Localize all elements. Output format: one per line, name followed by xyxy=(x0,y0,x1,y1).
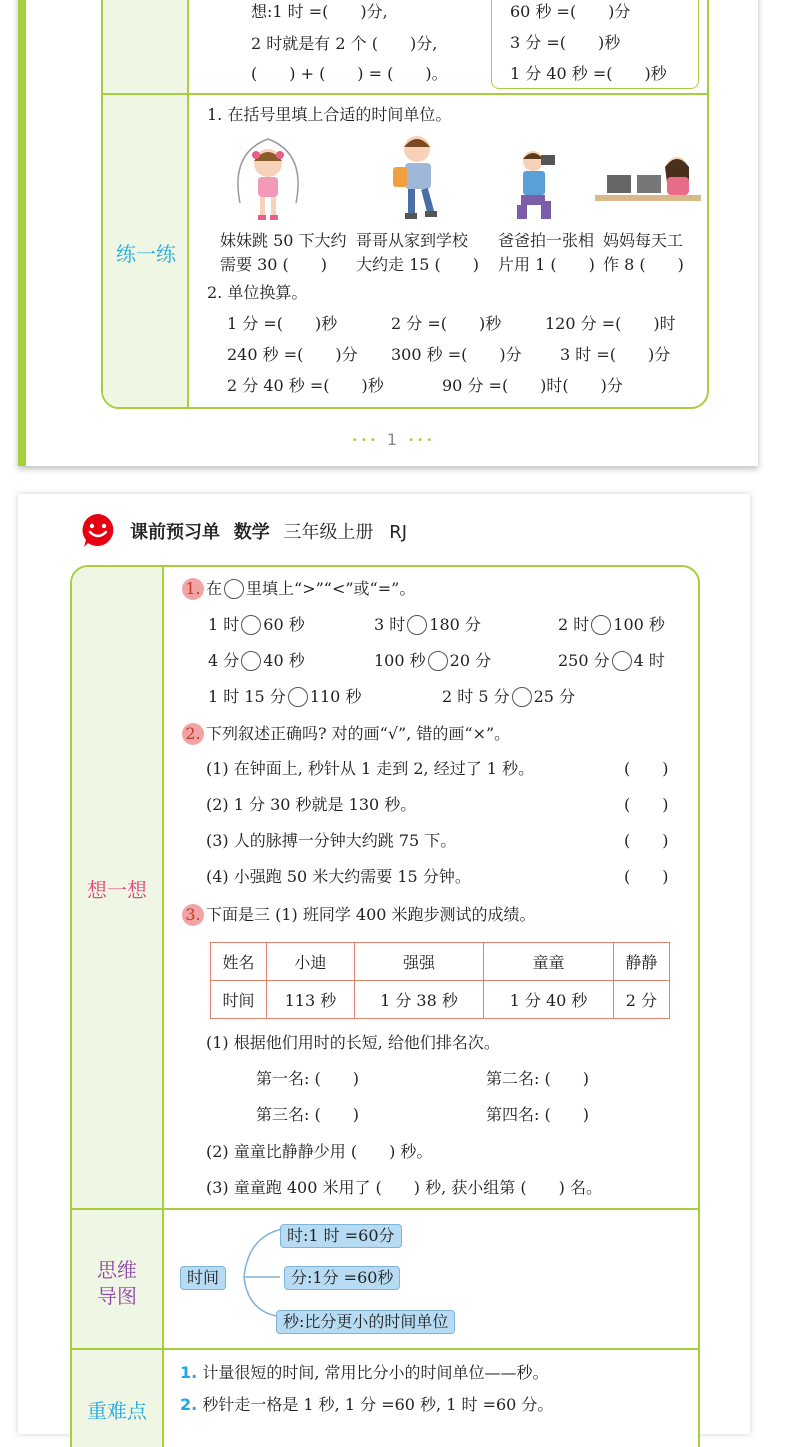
caption-3-line-1: 爸爸拍一张相 xyxy=(498,231,595,250)
girl-jump-rope-illustration xyxy=(228,133,308,225)
q1-text-b: 里填上“>”“<”或“=”。 xyxy=(246,579,416,598)
side-line-2: 3 分 =( )秒 xyxy=(510,33,621,52)
example-box xyxy=(101,0,709,95)
conversion-3-1: 2 分 40 秒 =( )秒 xyxy=(227,376,384,395)
q2-number: 2. xyxy=(182,723,204,745)
q2-item-3: (3) 人的脉搏一分钟大约跳 75 下。 xyxy=(206,831,457,850)
page-1 xyxy=(18,0,758,466)
boy-walking-illustration xyxy=(381,131,453,225)
table-cell: 姓名 xyxy=(211,943,267,981)
header-grade: 三年级上册 xyxy=(283,522,374,543)
table-cell: 2 分 xyxy=(613,981,669,1019)
q2-answer-blank-1[interactable]: ( ) xyxy=(624,759,669,778)
compare-item-7: 1 时 15 分 110 秒 xyxy=(208,687,362,706)
table-cell: 小迪 xyxy=(267,943,355,981)
table-cell: 静静 xyxy=(613,943,669,981)
q1-title: 1. 在括号里填上合适的时间单位。 xyxy=(207,105,452,124)
compare-item-8: 2 时 5 分 25 分 xyxy=(442,687,576,706)
mindmap-branch-minute: 分:1分 =60秒 xyxy=(284,1266,400,1290)
compare-item-6: 250 分 4 时 xyxy=(558,651,665,670)
divider-mindmap xyxy=(72,1208,698,1210)
q2-item-4: (4) 小强跑 50 米大约需要 15 分钟。 xyxy=(206,867,471,886)
conversion-1-2: 2 分 =( )秒 xyxy=(391,314,502,333)
header-title: 课前预习单 xyxy=(130,522,220,543)
header xyxy=(130,518,407,544)
table-cell: 113 秒 xyxy=(267,981,355,1019)
hint-line-3: ( ) + ( ) = ( )。 xyxy=(251,64,448,83)
key-point-2-number: 2. xyxy=(180,1395,198,1414)
q2-heading xyxy=(182,723,510,745)
header-subject: 数学 xyxy=(233,522,270,543)
q1-text-a: 在 xyxy=(206,579,223,598)
caption-4-line-1: 妈妈每天工 xyxy=(603,231,684,250)
mindmap-section-label-2: 导图 xyxy=(97,1284,137,1308)
compare-blank-circle[interactable] xyxy=(612,651,632,671)
table-header-row xyxy=(211,943,670,981)
think-section-label: 想一想 xyxy=(87,878,147,902)
compare-blank-circle[interactable] xyxy=(241,651,261,671)
compare-blank-circle[interactable] xyxy=(407,615,427,635)
table-cell: 1 分 40 秒 xyxy=(484,981,614,1019)
hint-line-1: 想:1 时 =( )分, xyxy=(251,2,388,21)
rank-1[interactable]: 第一名: ( ) xyxy=(256,1069,359,1088)
conversion-1-1: 1 分 =( )秒 xyxy=(227,314,338,333)
side-answer-box xyxy=(491,0,699,89)
page-number-row xyxy=(26,430,758,449)
caption-3-line-2: 片用 1 ( ) xyxy=(498,255,595,274)
divider-key xyxy=(72,1348,698,1350)
table-row xyxy=(211,981,670,1019)
mindmap-root: 时间 xyxy=(180,1266,226,1290)
header-edition: RJ xyxy=(389,522,408,543)
compare-blank-circle[interactable] xyxy=(512,687,532,707)
practice-box xyxy=(101,93,709,409)
caption-2-line-1: 哥哥从家到学校 xyxy=(356,231,469,250)
practice-left-column xyxy=(103,95,189,407)
key-point-1-text: 计量很短的时间, 常用比分小的时间单位——秒。 xyxy=(202,1363,549,1382)
compare-blank-circle[interactable] xyxy=(428,651,448,671)
q2-answer-blank-3[interactable]: ( ) xyxy=(624,831,669,850)
page-dots-left: • • • xyxy=(351,435,376,446)
q2-answer-blank-2[interactable]: ( ) xyxy=(624,795,669,814)
side-line-1: 60 秒 =( )分 xyxy=(510,2,631,21)
compare-item-1: 1 时 60 秒 xyxy=(208,615,305,634)
compare-blank-circle[interactable] xyxy=(241,615,261,635)
table-cell: 1 分 38 秒 xyxy=(354,981,484,1019)
q3-sub-2: (2) 童童比静静少用 ( ) 秒。 xyxy=(206,1142,433,1161)
q2-text: 下列叙述正确吗? 对的画“√”, 错的画“×”。 xyxy=(206,724,511,743)
compare-item-5: 100 秒 20 分 xyxy=(374,651,492,670)
q3-heading xyxy=(182,904,536,926)
main-box xyxy=(70,565,700,1447)
smiley-logo-icon xyxy=(80,512,116,548)
conversion-2-3: 3 时 =( )分 xyxy=(560,345,671,364)
compare-circle-icon xyxy=(224,579,244,599)
conversion-1-3: 120 分 =( )时 xyxy=(545,314,676,333)
table-cell: 强强 xyxy=(354,943,484,981)
rank-4[interactable]: 第四名: ( ) xyxy=(486,1105,589,1124)
page-dots-right: • • • xyxy=(408,435,433,446)
q2-title: 2. 单位换算。 xyxy=(207,283,308,302)
key-point-2-text: 秒针走一格是 1 秒, 1 分 =60 秒, 1 时 =60 分。 xyxy=(202,1395,554,1414)
conversion-2-1: 240 秒 =( )分 xyxy=(227,345,358,364)
main-left-column xyxy=(72,567,164,1447)
caption-1-line-2: 需要 30 ( ) xyxy=(220,255,328,274)
compare-item-3: 2 时 100 秒 xyxy=(558,615,665,634)
key-point-1-number: 1. xyxy=(180,1363,198,1382)
rank-3[interactable]: 第三名: ( ) xyxy=(256,1105,359,1124)
caption-2-line-2: 大约走 15 ( ) xyxy=(356,255,480,274)
q1-heading xyxy=(182,578,415,600)
caption-1-line-1: 妹妹跳 50 下大约 xyxy=(220,231,347,250)
q3-sub-1: (1) 根据他们用时的长短, 给他们排名次。 xyxy=(206,1033,500,1052)
key-section-label: 重难点 xyxy=(87,1399,147,1423)
key-point-2 xyxy=(180,1395,553,1415)
compare-item-4: 4 分 40 秒 xyxy=(208,651,305,670)
caption-4-line-2: 作 8 ( ) xyxy=(603,255,684,274)
mindmap-branch-hour: 时:1 时 =60分 xyxy=(280,1224,402,1248)
side-line-3: 1 分 40 秒 =( )秒 xyxy=(510,64,667,83)
page-2 xyxy=(18,494,750,1434)
q2-item-1: (1) 在钟面上, 秒针从 1 走到 2, 经过了 1 秒。 xyxy=(206,759,535,778)
scores-table xyxy=(210,942,670,1019)
example-left-column xyxy=(103,0,189,93)
mom-computer-illustration xyxy=(593,153,705,215)
compare-blank-circle[interactable] xyxy=(591,615,611,635)
q3-number: 3. xyxy=(182,904,204,926)
table-cell: 童童 xyxy=(484,943,614,981)
dad-camera-illustration xyxy=(511,145,573,225)
practice-section-label: 练一练 xyxy=(116,242,176,266)
compare-blank-circle[interactable] xyxy=(288,687,308,707)
mindmap-section-label-1: 思维 xyxy=(97,1258,137,1282)
table-cell: 时间 xyxy=(211,981,267,1019)
q1-number: 1. xyxy=(182,578,204,600)
page-number: 1 xyxy=(386,430,398,449)
hint-line-2: 2 时就是有 2 个 ( )分, xyxy=(251,34,438,53)
q3-text: 下面是三 (1) 班同学 400 米跑步测试的成绩。 xyxy=(206,905,536,924)
conversion-2-2: 300 秒 =( )分 xyxy=(391,345,522,364)
q2-answer-blank-4[interactable]: ( ) xyxy=(624,867,669,886)
key-point-1 xyxy=(180,1363,549,1383)
q3-sub-3: (3) 童童跑 400 米用了 ( ) 秒, 获小组第 ( ) 名。 xyxy=(206,1178,602,1197)
mindmap-branch-second: 秒:比分更小的时间单位 xyxy=(276,1310,455,1334)
compare-item-2: 3 时 180 分 xyxy=(374,615,481,634)
rank-2[interactable]: 第二名: ( ) xyxy=(486,1069,589,1088)
conversion-3-2: 90 分 =( )时( )分 xyxy=(442,376,623,395)
q2-item-2: (2) 1 分 30 秒就是 130 秒。 xyxy=(206,795,417,814)
